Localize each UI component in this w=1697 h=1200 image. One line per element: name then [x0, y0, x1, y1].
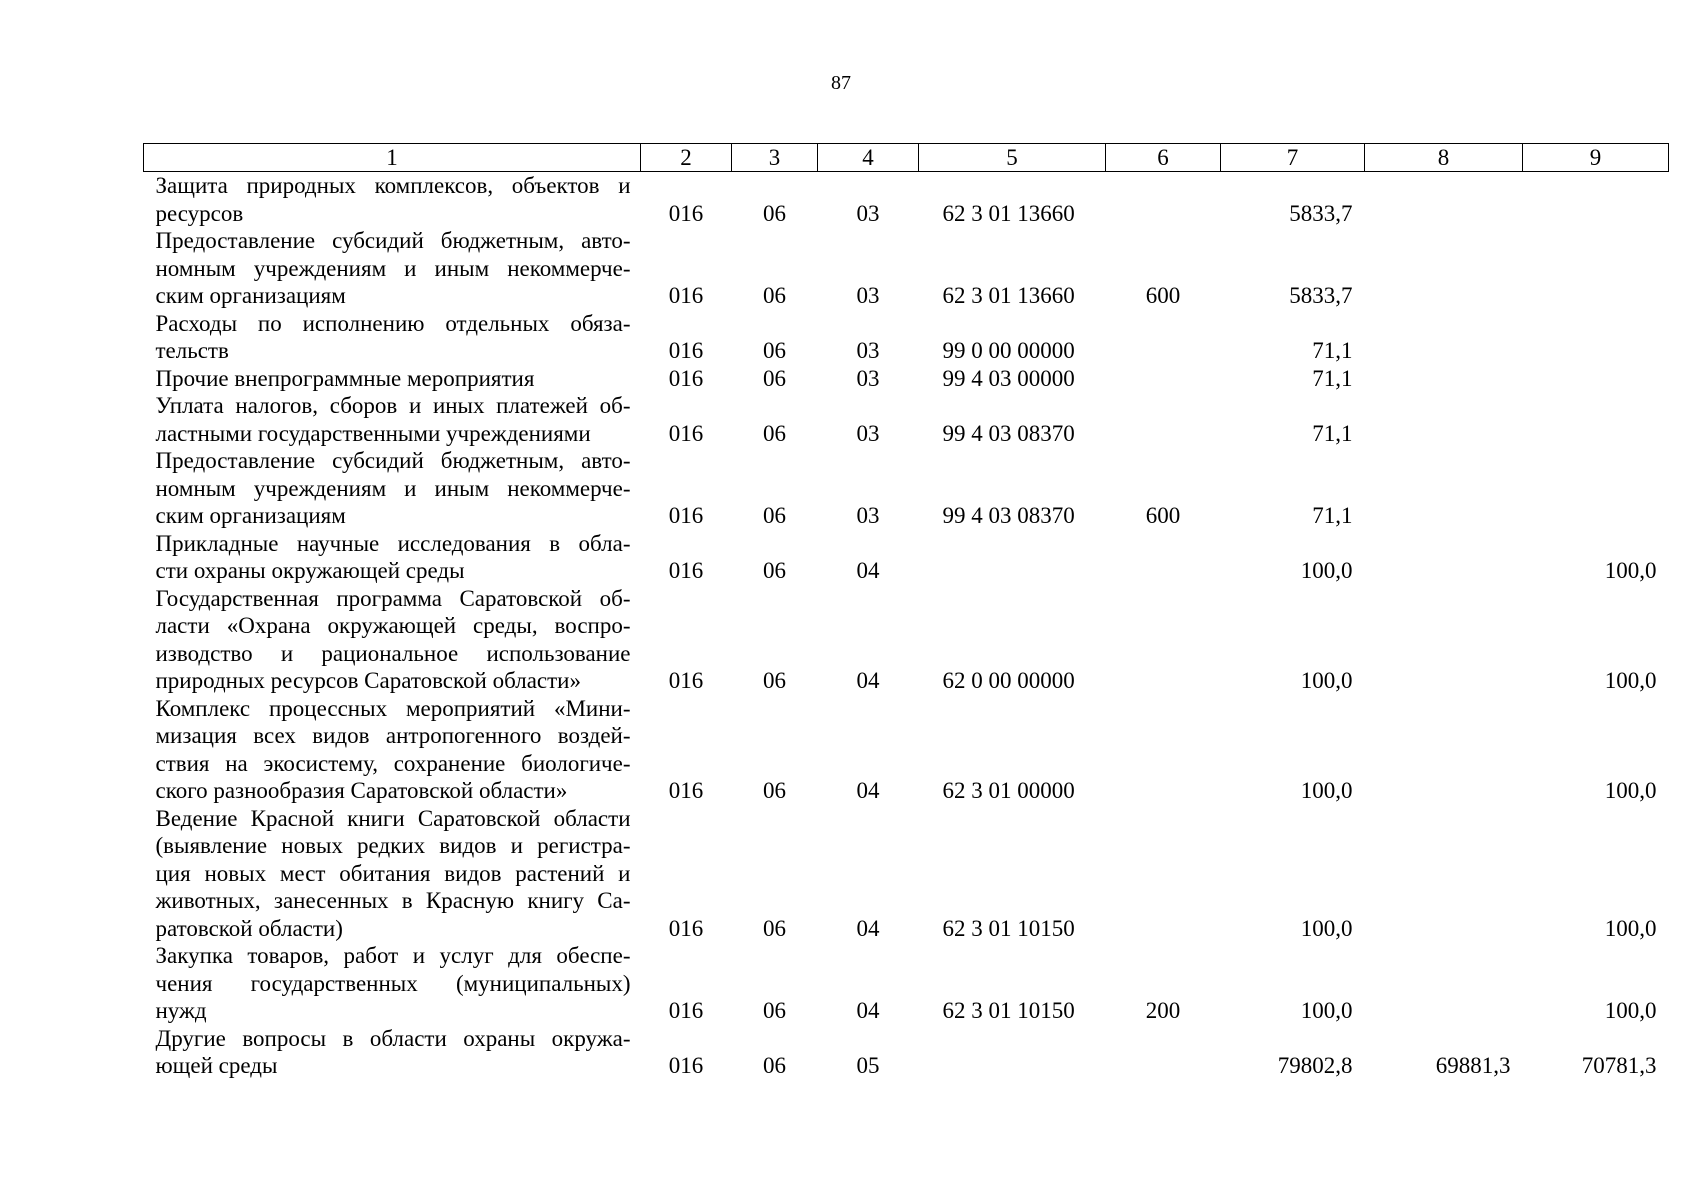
section-code-cell: 06 [763, 915, 786, 941]
header-row [144, 144, 1669, 172]
table-row [144, 172, 1669, 228]
ministry-code-cell: 016 [668, 915, 704, 941]
ministry-code-cell: 016 [668, 558, 704, 583]
amount-year2-cell [1365, 227, 1523, 310]
row-name-line: ским организациям [155, 283, 346, 308]
table-row [144, 695, 1669, 805]
header-cell-1: 1 [144, 144, 641, 172]
ministry-code-cell: 016 [668, 420, 704, 446]
expense-type-cell [1106, 1025, 1221, 1080]
subsection-code-cell: 03 [856, 365, 880, 391]
table-body [144, 172, 1669, 1080]
table-row [144, 942, 1669, 1025]
row-name-line: ским организациям [155, 503, 346, 528]
row-name-line: чения государственных (муниципальных) [155, 970, 631, 996]
table-row [144, 1025, 1669, 1080]
section-code-cell: 06 [763, 558, 786, 583]
amount-year3-cell: 100,0 [1604, 668, 1657, 693]
target-article-cell: 62 3 01 13660 [942, 200, 1075, 226]
amount-year1-cell: 100,0 [1300, 668, 1353, 693]
header-cell-6: 6 [1106, 144, 1221, 172]
section-code-cell: 06 [763, 200, 786, 226]
row-name-cell [144, 365, 641, 393]
row-name-line: ция новых мест обитания видов растений и [155, 860, 631, 886]
target-article-cell: 62 3 01 10150 [942, 915, 1075, 941]
table-row [144, 310, 1669, 365]
ministry-code-cell: 016 [668, 283, 704, 308]
amount-year3-cell [1523, 447, 1669, 530]
target-article-cell: 62 3 01 00000 [942, 778, 1075, 803]
row-name-line: ского разнообразия Саратовской области» [155, 778, 568, 803]
amount-year2-cell [1365, 805, 1523, 943]
row-name-line: Прикладные научные исследования в обла- [155, 530, 631, 556]
amount-year1-cell: 79802,8 [1277, 1053, 1353, 1078]
header-cell-3: 3 [732, 144, 818, 172]
section-code-cell: 06 [763, 778, 786, 803]
row-name-line: Прочие внепрограммные мероприятия [155, 365, 535, 391]
expense-type-cell: 600 [1145, 283, 1181, 308]
subsection-code-cell: 03 [856, 338, 880, 363]
section-code-cell: 06 [763, 338, 786, 363]
row-name-line: Расходы по исполнению отдельных обяза- [155, 310, 631, 336]
amount-year3-cell: 100,0 [1604, 558, 1657, 583]
row-name-line: Защита природных комплексов, объектов и [155, 173, 631, 198]
amount-year1-cell: 100,0 [1300, 915, 1353, 941]
ministry-code-cell: 016 [668, 200, 704, 226]
row-name-line: Комплекс процессных мероприятий «Мини- [155, 695, 631, 721]
amount-year1-cell: 71,1 [1312, 420, 1353, 446]
subsection-code-cell: 04 [856, 558, 880, 583]
table-row [144, 530, 1669, 585]
amount-year3-cell: 70781,3 [1581, 1053, 1657, 1078]
row-name-cell [144, 585, 641, 695]
row-name-line: животных, занесенных в Красную книгу Са- [155, 888, 631, 913]
amount-year3-cell [1523, 392, 1669, 447]
row-name-line: Закупка товаров, работ и услуг для обеспе- [155, 943, 631, 968]
section-code-cell: 06 [763, 668, 786, 693]
ministry-code-cell: 016 [668, 365, 704, 391]
section-code-cell: 06 [763, 1053, 786, 1078]
subsection-code-cell: 03 [856, 420, 880, 446]
amount-year2-cell [1365, 172, 1523, 228]
header-cell-4: 4 [818, 144, 919, 172]
row-name-line: номным учреждениям и иным некоммерче- [155, 255, 631, 281]
row-name-cell [144, 392, 641, 447]
subsection-code-cell: 04 [856, 778, 880, 803]
amount-year2-cell: 69881,3 [1435, 1053, 1511, 1078]
amount-year3-cell [1523, 365, 1669, 393]
row-name-cell [144, 805, 641, 943]
ministry-code-cell: 016 [668, 998, 704, 1023]
subsection-code-cell: 03 [856, 200, 880, 226]
amount-year1-cell: 100,0 [1300, 998, 1353, 1023]
target-article-cell: 99 4 03 08370 [942, 503, 1075, 528]
ministry-code-cell: 016 [668, 1053, 704, 1078]
amount-year2-cell [1365, 585, 1523, 695]
row-name-cell [144, 1025, 641, 1080]
subsection-code-cell: 04 [856, 668, 880, 693]
amount-year3-cell: 100,0 [1604, 778, 1657, 803]
target-article-cell: 99 4 03 08370 [942, 420, 1075, 446]
table-row [144, 227, 1669, 310]
row-name-line: Предоставление субсидий бюджетным, авто- [155, 228, 631, 253]
row-name-line: Государственная программа Саратовской об- [155, 585, 631, 611]
table-header [144, 144, 1669, 172]
row-name-line: мизация всех видов антропогенного воздей- [155, 723, 631, 748]
section-code-cell: 06 [763, 503, 786, 528]
page-number: 87 [831, 72, 851, 94]
table-row [144, 392, 1669, 447]
row-name-line: тельств [155, 338, 229, 363]
row-name-cell [144, 227, 641, 310]
amount-year2-cell [1365, 310, 1523, 365]
target-article-cell: 62 3 01 10150 [942, 998, 1075, 1023]
target-article-cell [919, 530, 1106, 585]
row-name-line: Уплата налогов, сборов и иных платежей об- [155, 393, 631, 418]
table-row [144, 365, 1669, 393]
row-name-line: ратовской области) [155, 915, 343, 941]
amount-year3-cell [1523, 172, 1669, 228]
row-name-line: номным учреждениям и иным некоммерче- [155, 475, 631, 501]
ministry-code-cell: 016 [668, 338, 704, 363]
subsection-code-cell: 04 [856, 998, 880, 1023]
row-name-line: ластными государственными учреждениями [155, 420, 591, 446]
subsection-code-cell: 03 [856, 283, 880, 308]
row-name-cell [144, 447, 641, 530]
budget-table [143, 143, 1669, 1080]
table-row [144, 447, 1669, 530]
header-cell-2: 2 [641, 144, 732, 172]
header-cell-5: 5 [919, 144, 1106, 172]
amount-year1-cell: 5833,7 [1289, 283, 1353, 308]
expense-type-cell: 600 [1145, 503, 1181, 528]
subsection-code-cell: 04 [856, 915, 880, 941]
expense-type-cell [1106, 695, 1221, 805]
row-name-line: изводство и рациональное использование [155, 640, 631, 666]
target-article-cell: 62 0 00 00000 [942, 668, 1075, 693]
amount-year2-cell [1365, 695, 1523, 805]
row-name-line: Предоставление субсидий бюджетным, авто- [155, 448, 631, 473]
amount-year3-cell: 100,0 [1604, 915, 1657, 941]
row-name-cell [144, 172, 641, 228]
expense-type-cell [1106, 310, 1221, 365]
subsection-code-cell: 05 [856, 1053, 880, 1078]
row-name-line: ресурсов [155, 200, 244, 226]
section-code-cell: 06 [763, 283, 786, 308]
amount-year1-cell: 71,1 [1312, 503, 1353, 528]
row-name-line: природных ресурсов Саратовской области» [155, 668, 581, 693]
amount-year1-cell: 71,1 [1312, 338, 1353, 363]
section-code-cell: 06 [763, 420, 786, 446]
row-name-line: Ведение Красной книги Саратовской области [155, 805, 631, 831]
amount-year3-cell [1523, 227, 1669, 310]
row-name-line: ющей среды [155, 1053, 278, 1078]
target-article-cell: 62 3 01 13660 [942, 283, 1075, 308]
expense-type-cell [1106, 172, 1221, 228]
expense-type-cell [1106, 392, 1221, 447]
row-name-line: ласти «Охрана окружающей среды, воспро- [155, 613, 631, 638]
subsection-code-cell: 03 [856, 503, 880, 528]
amount-year2-cell [1365, 942, 1523, 1025]
amount-year2-cell [1365, 365, 1523, 393]
row-name-line: сти охраны окружающей среды [155, 558, 465, 583]
header-cell-8: 8 [1365, 144, 1523, 172]
amount-year3-cell: 100,0 [1604, 998, 1657, 1023]
target-article-cell [919, 1025, 1106, 1080]
ministry-code-cell: 016 [668, 503, 704, 528]
ministry-code-cell: 016 [668, 668, 704, 693]
target-article-cell: 99 0 00 00000 [942, 338, 1075, 363]
section-code-cell: 06 [763, 365, 786, 391]
amount-year1-cell: 71,1 [1312, 365, 1353, 391]
amount-year2-cell [1365, 392, 1523, 447]
amount-year2-cell [1365, 447, 1523, 530]
row-name-cell [144, 530, 641, 585]
amount-year1-cell: 100,0 [1300, 778, 1353, 803]
row-name-cell [144, 310, 641, 365]
row-name-cell [144, 942, 641, 1025]
row-name-line: (выявление новых редких видов и регистра- [155, 833, 631, 858]
row-name-cell [144, 695, 641, 805]
row-name-line: Другие вопросы в области охраны окружа- [155, 1025, 631, 1051]
amount-year2-cell [1365, 530, 1523, 585]
header-cell-7: 7 [1221, 144, 1365, 172]
row-name-line: нужд [155, 998, 207, 1023]
target-article-cell: 99 4 03 00000 [942, 365, 1075, 391]
expense-type-cell [1106, 530, 1221, 585]
table-row [144, 585, 1669, 695]
amount-year1-cell: 5833,7 [1289, 200, 1353, 226]
row-name-line: ствия на экосистему, сохранение биологиче- [155, 750, 631, 776]
header-cell-9: 9 [1523, 144, 1669, 172]
table-row [144, 805, 1669, 943]
expense-type-cell [1106, 365, 1221, 393]
ministry-code-cell: 016 [668, 778, 704, 803]
section-code-cell: 06 [763, 998, 786, 1023]
expense-type-cell [1106, 585, 1221, 695]
amount-year3-cell [1523, 310, 1669, 365]
amount-year1-cell: 100,0 [1300, 558, 1353, 583]
expense-type-cell: 200 [1145, 998, 1181, 1023]
expense-type-cell [1106, 805, 1221, 943]
